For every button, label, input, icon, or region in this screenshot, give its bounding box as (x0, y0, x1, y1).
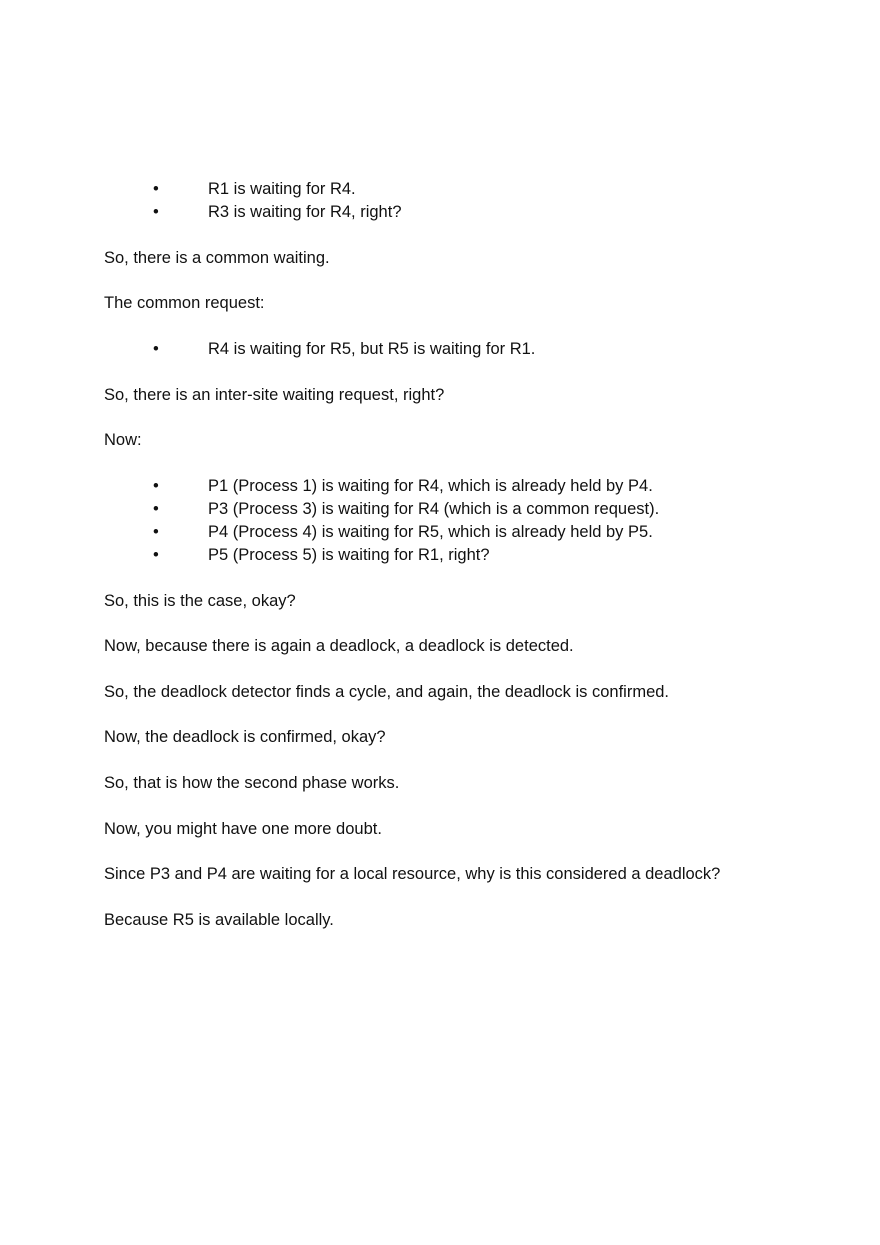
list-item (0, 339, 880, 359)
list-item (0, 545, 880, 565)
paragraph: The common request: (104, 294, 265, 312)
list-item-text: P5 (Process 5) is waiting for R1, right? (208, 546, 490, 564)
paragraph: So, that is how the second phase works. (104, 774, 400, 792)
bullet-marker: • (153, 477, 159, 495)
list-item (0, 179, 880, 199)
paragraph: So, there is an inter-site waiting request, right? (104, 386, 445, 404)
list-item-text: P1 (Process 1) is waiting for R4, which is already held by P4. (208, 477, 653, 495)
paragraph: So, this is the case, okay? (104, 592, 296, 610)
paragraph: Now, the deadlock is confirmed, okay? (104, 728, 386, 746)
paragraph: Now, you might have one more doubt. (104, 820, 382, 838)
paragraph: Now: (104, 431, 142, 449)
list-item (0, 476, 880, 496)
bullet-marker: • (153, 500, 159, 518)
list-item-text: R1 is waiting for R4. (208, 180, 356, 198)
bullet-marker: • (153, 340, 159, 358)
list-item-text: R3 is waiting for R4, right? (208, 203, 402, 221)
list-item (0, 522, 880, 542)
paragraph: So, the deadlock detector finds a cycle, and again, the deadlock is confirmed. (104, 683, 670, 701)
list-item (0, 499, 880, 519)
paragraph: Because R5 is available locally. (104, 911, 334, 929)
bullet-marker: • (153, 203, 159, 221)
list-item-text: R4 is waiting for R5, but R5 is waiting for R1. (208, 340, 536, 358)
paragraph: So, there is a common waiting. (104, 249, 330, 267)
paragraph: Now, because there is again a deadlock, a deadlock is detected. (104, 637, 574, 655)
list-item-text: P4 (Process 4) is waiting for R5, which is already held by P5. (208, 523, 653, 541)
bullet-marker: • (153, 180, 159, 198)
paragraph: Since P3 and P4 are waiting for a local resource, why is this considered a deadlock? (104, 865, 721, 883)
bullet-marker: • (153, 546, 159, 564)
list-item (0, 202, 880, 222)
bullet-marker: • (153, 523, 159, 541)
list-item-text: P3 (Process 3) is waiting for R4 (which is a common request). (208, 500, 660, 518)
